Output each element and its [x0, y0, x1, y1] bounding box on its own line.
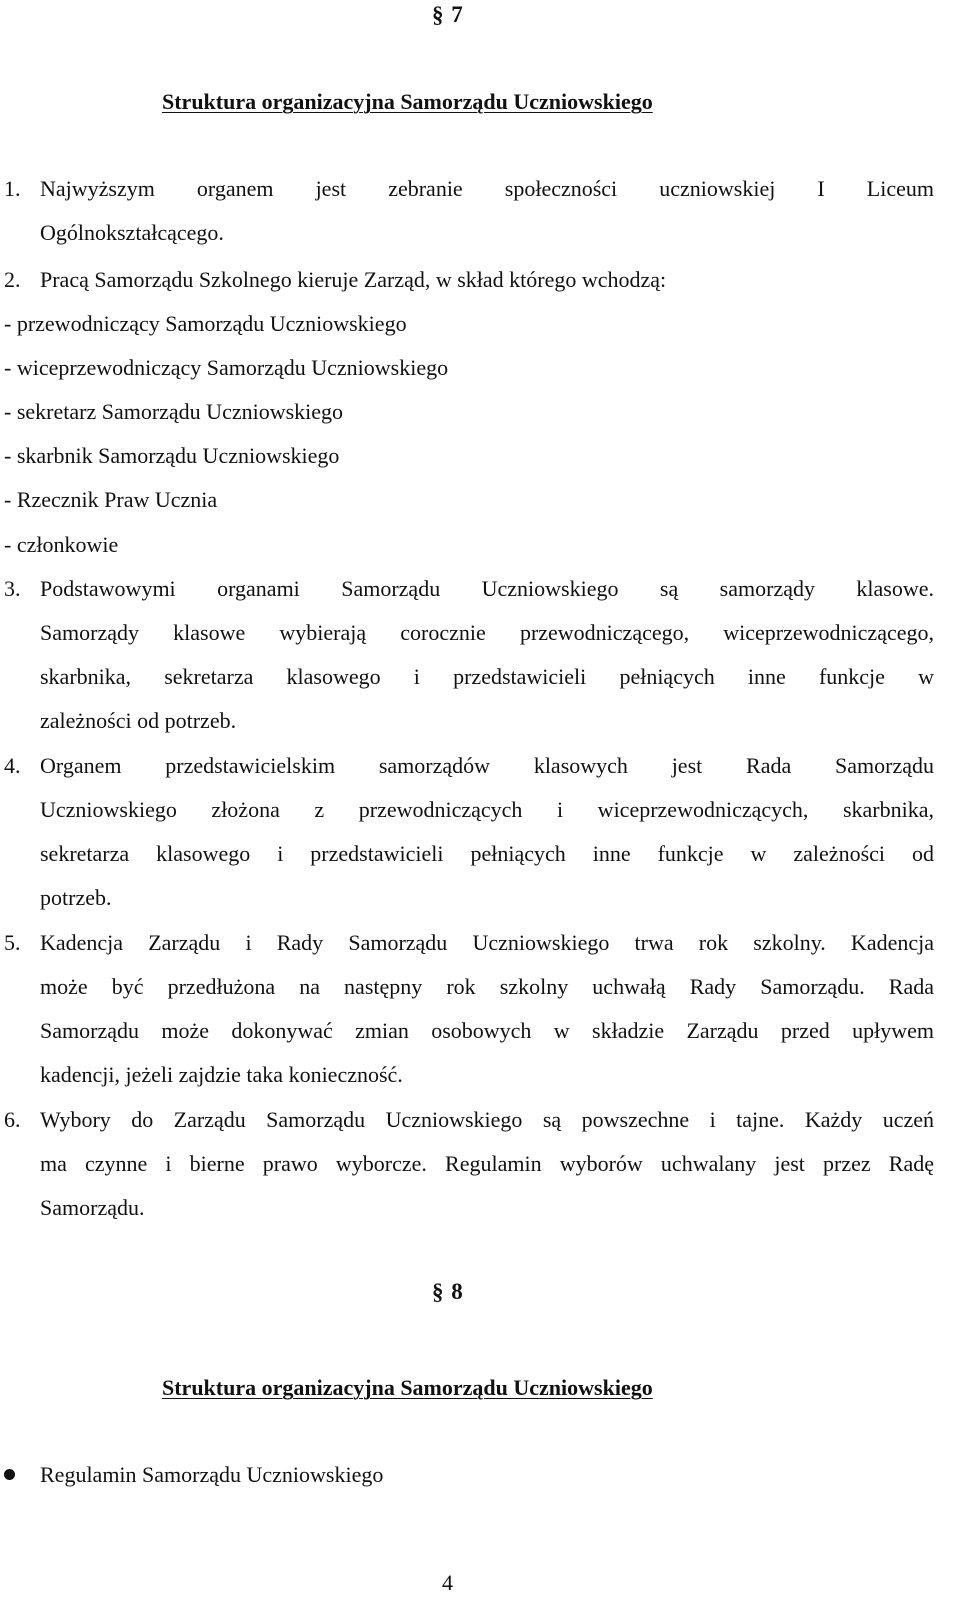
item-1-line-1: Najwyższym organem jest zebranie społeczności uczniowskiej I Liceum: [40, 176, 934, 201]
item-3-line-4: zależności od potrzeb.: [40, 708, 237, 733]
board-member-secretary: - sekretarz Samorządu Uczniowskiego: [4, 399, 344, 424]
item-4-number: 4.: [4, 753, 21, 778]
section-7-mark: § 7: [432, 2, 464, 27]
item-6-line-1: Wybory do Zarządu Samorządu Uczniowskiego są powszechne i tajne. Każdy uczeń: [40, 1107, 934, 1132]
item-4-line-2: Uczniowskiego złożona z przewodniczących i wiceprzewodniczących, skarbnika,: [40, 797, 934, 822]
board-member-treasurer: - skarbnik Samorządu Uczniowskiego: [4, 443, 340, 468]
item-6-line-3: Samorządu.: [40, 1195, 145, 1220]
item-5-number: 5.: [4, 930, 21, 955]
board-member-vice-president: - wiceprzewodniczący Samorządu Uczniowskiego: [4, 355, 449, 380]
item-4-line-4: potrzeb.: [40, 885, 112, 910]
item-5-line-3: Samorządu może dokonywać zmian osobowych w składzie Zarządu przed upływem: [40, 1018, 934, 1043]
section-8-heading: Struktura organizacyjna Samorządu Uczniowskiego: [162, 1375, 653, 1400]
bullet-icon: [4, 1469, 15, 1480]
board-member-ombudsman: - Rzecznik Praw Ucznia: [4, 487, 218, 512]
item-6-line-2: ma czynne i bierne prawo wyborcze. Regulamin wyborów uchwalany jest przez Radę: [40, 1151, 934, 1176]
item-5-line-4: kadencji, jeżeli zajdzie taka konieczność.: [40, 1062, 403, 1087]
item-2-line-1: Pracą Samorządu Szkolnego kieruje Zarząd, w skład którego wchodzą:: [40, 267, 667, 292]
section-8-mark: § 8: [432, 1279, 464, 1304]
item-1-number: 1.: [4, 176, 21, 201]
item-2-number: 2.: [4, 267, 21, 292]
item-5-line-1: Kadencja Zarządu i Rady Samorządu Uczniowskiego trwa rok szkolny. Kadencja: [40, 930, 934, 955]
section-7-heading: Struktura organizacyjna Samorządu Uczniowskiego: [162, 89, 653, 114]
item-3-line-3: skarbnika, sekretarza klasowego i przedstawicieli pełniących inne funkcje w: [40, 664, 934, 689]
item-3-line-2: Samorządy klasowe wybierają corocznie przewodniczącego, wiceprzewodniczącego,: [40, 620, 934, 645]
board-member-members: - członkowie: [4, 532, 119, 557]
item-3-line-1: Podstawowymi organami Samorządu Uczniowskiego są samorządy klasowe.: [40, 576, 934, 601]
item-6-number: 6.: [4, 1107, 21, 1132]
bullet-item-regulamin: Regulamin Samorządu Uczniowskiego: [40, 1462, 384, 1487]
item-4-line-1: Organem przedstawicielskim samorządów klasowych jest Rada Samorządu: [40, 753, 934, 778]
item-4-line-3: sekretarza klasowego i przedstawicieli pełniących inne funkcje w zależności od: [40, 841, 934, 866]
item-5-line-2: może być przedłużona na następny rok szkolny uchwałą Rady Samorządu. Rada: [40, 974, 934, 999]
page-number: 4: [442, 1570, 453, 1595]
item-1-line-2: Ogólnokształcącego.: [40, 220, 224, 245]
board-member-president: - przewodniczący Samorządu Uczniowskiego: [4, 311, 407, 336]
item-3-number: 3.: [4, 576, 21, 601]
